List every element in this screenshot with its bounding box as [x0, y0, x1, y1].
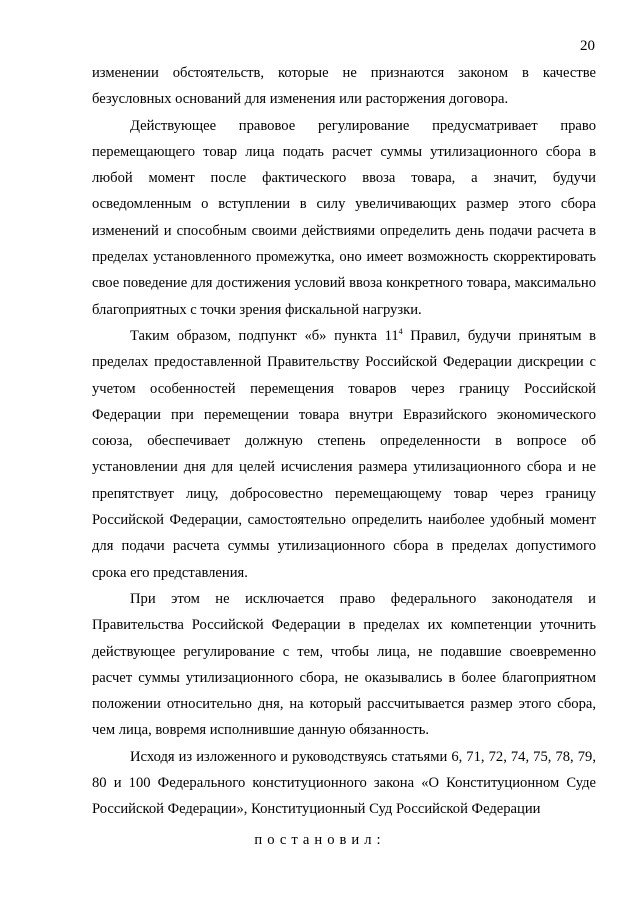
- superscript-index: 4: [398, 327, 403, 337]
- paragraph-basis: Исходя из изложенного и руководствуясь статьями 6, 71, 72, 74, 75, 78, 79, 80 и 100 Федерального конституционного закона «О Конституционном Суде Российской Федерации», Конституционный Суд Российской Федерации: [92, 748, 596, 818]
- paragraph-continuation: изменении обстоятельств, которые не признаются законом в качестве безусловных оснований для изменения или расторжения договора.: [92, 65, 596, 108]
- page-number: 20: [580, 38, 595, 54]
- decree-heading: постановил:: [254, 832, 386, 848]
- paragraph-legislator: При этом не исключается право федерального законодателя и Правительства Российской Федерации в пределах их компетенции уточнить действующее регулирование с тем, чтобы лица, не подавшие своевременно расчет суммы утилизационного сбора, не оказывались в более благоприятном положении относительно дня, на который рассчитывается размер этого сбора, чем лица, вовремя исполнившие данную обязанность.: [92, 590, 596, 739]
- document-body: [92, 60, 596, 823]
- paragraph-conclusion: [92, 323, 596, 586]
- paragraph-conclusion-rest: Правил, будучи принятым в пределах предоставленной Правительству Российской Федерации дискреции с учетом особенностей перемещения товаров через границу Российской Федерации при перемещении товара внутри Евразийского экономического союза, обеспечивает должную степень определенности в вопросе об установлении дня для целей исчисления размера утилизационного сбора и не препятствует лицу, добросовестно перемещающему товар через границу Российской Федерации, самостоятельно определить наиболее удобный момент для подачи расчета суммы утилизационного сбора в пределах допустимого срока его представления.: [92, 327, 596, 581]
- paragraph-conclusion-start: Таким образом, подпункт «б» пункта 11: [130, 327, 399, 344]
- paragraph-regulation: Действующее правовое регулирование предусматривает право перемещающего товар лица подать расчет суммы утилизационного сбора в любой момент после фактического ввоза товара, а значит, будучи осведомленным о вступлении в силу увеличивающих размер этого сбора изменений и способным своими действиями определить день подачи расчета в пределах установленного промежутка, оно имеет возможность скорректировать свое поведение для достижения условий ввоза конкретного товара, максимально благоприятных с точки зрения фискальной нагрузки.: [92, 117, 596, 318]
